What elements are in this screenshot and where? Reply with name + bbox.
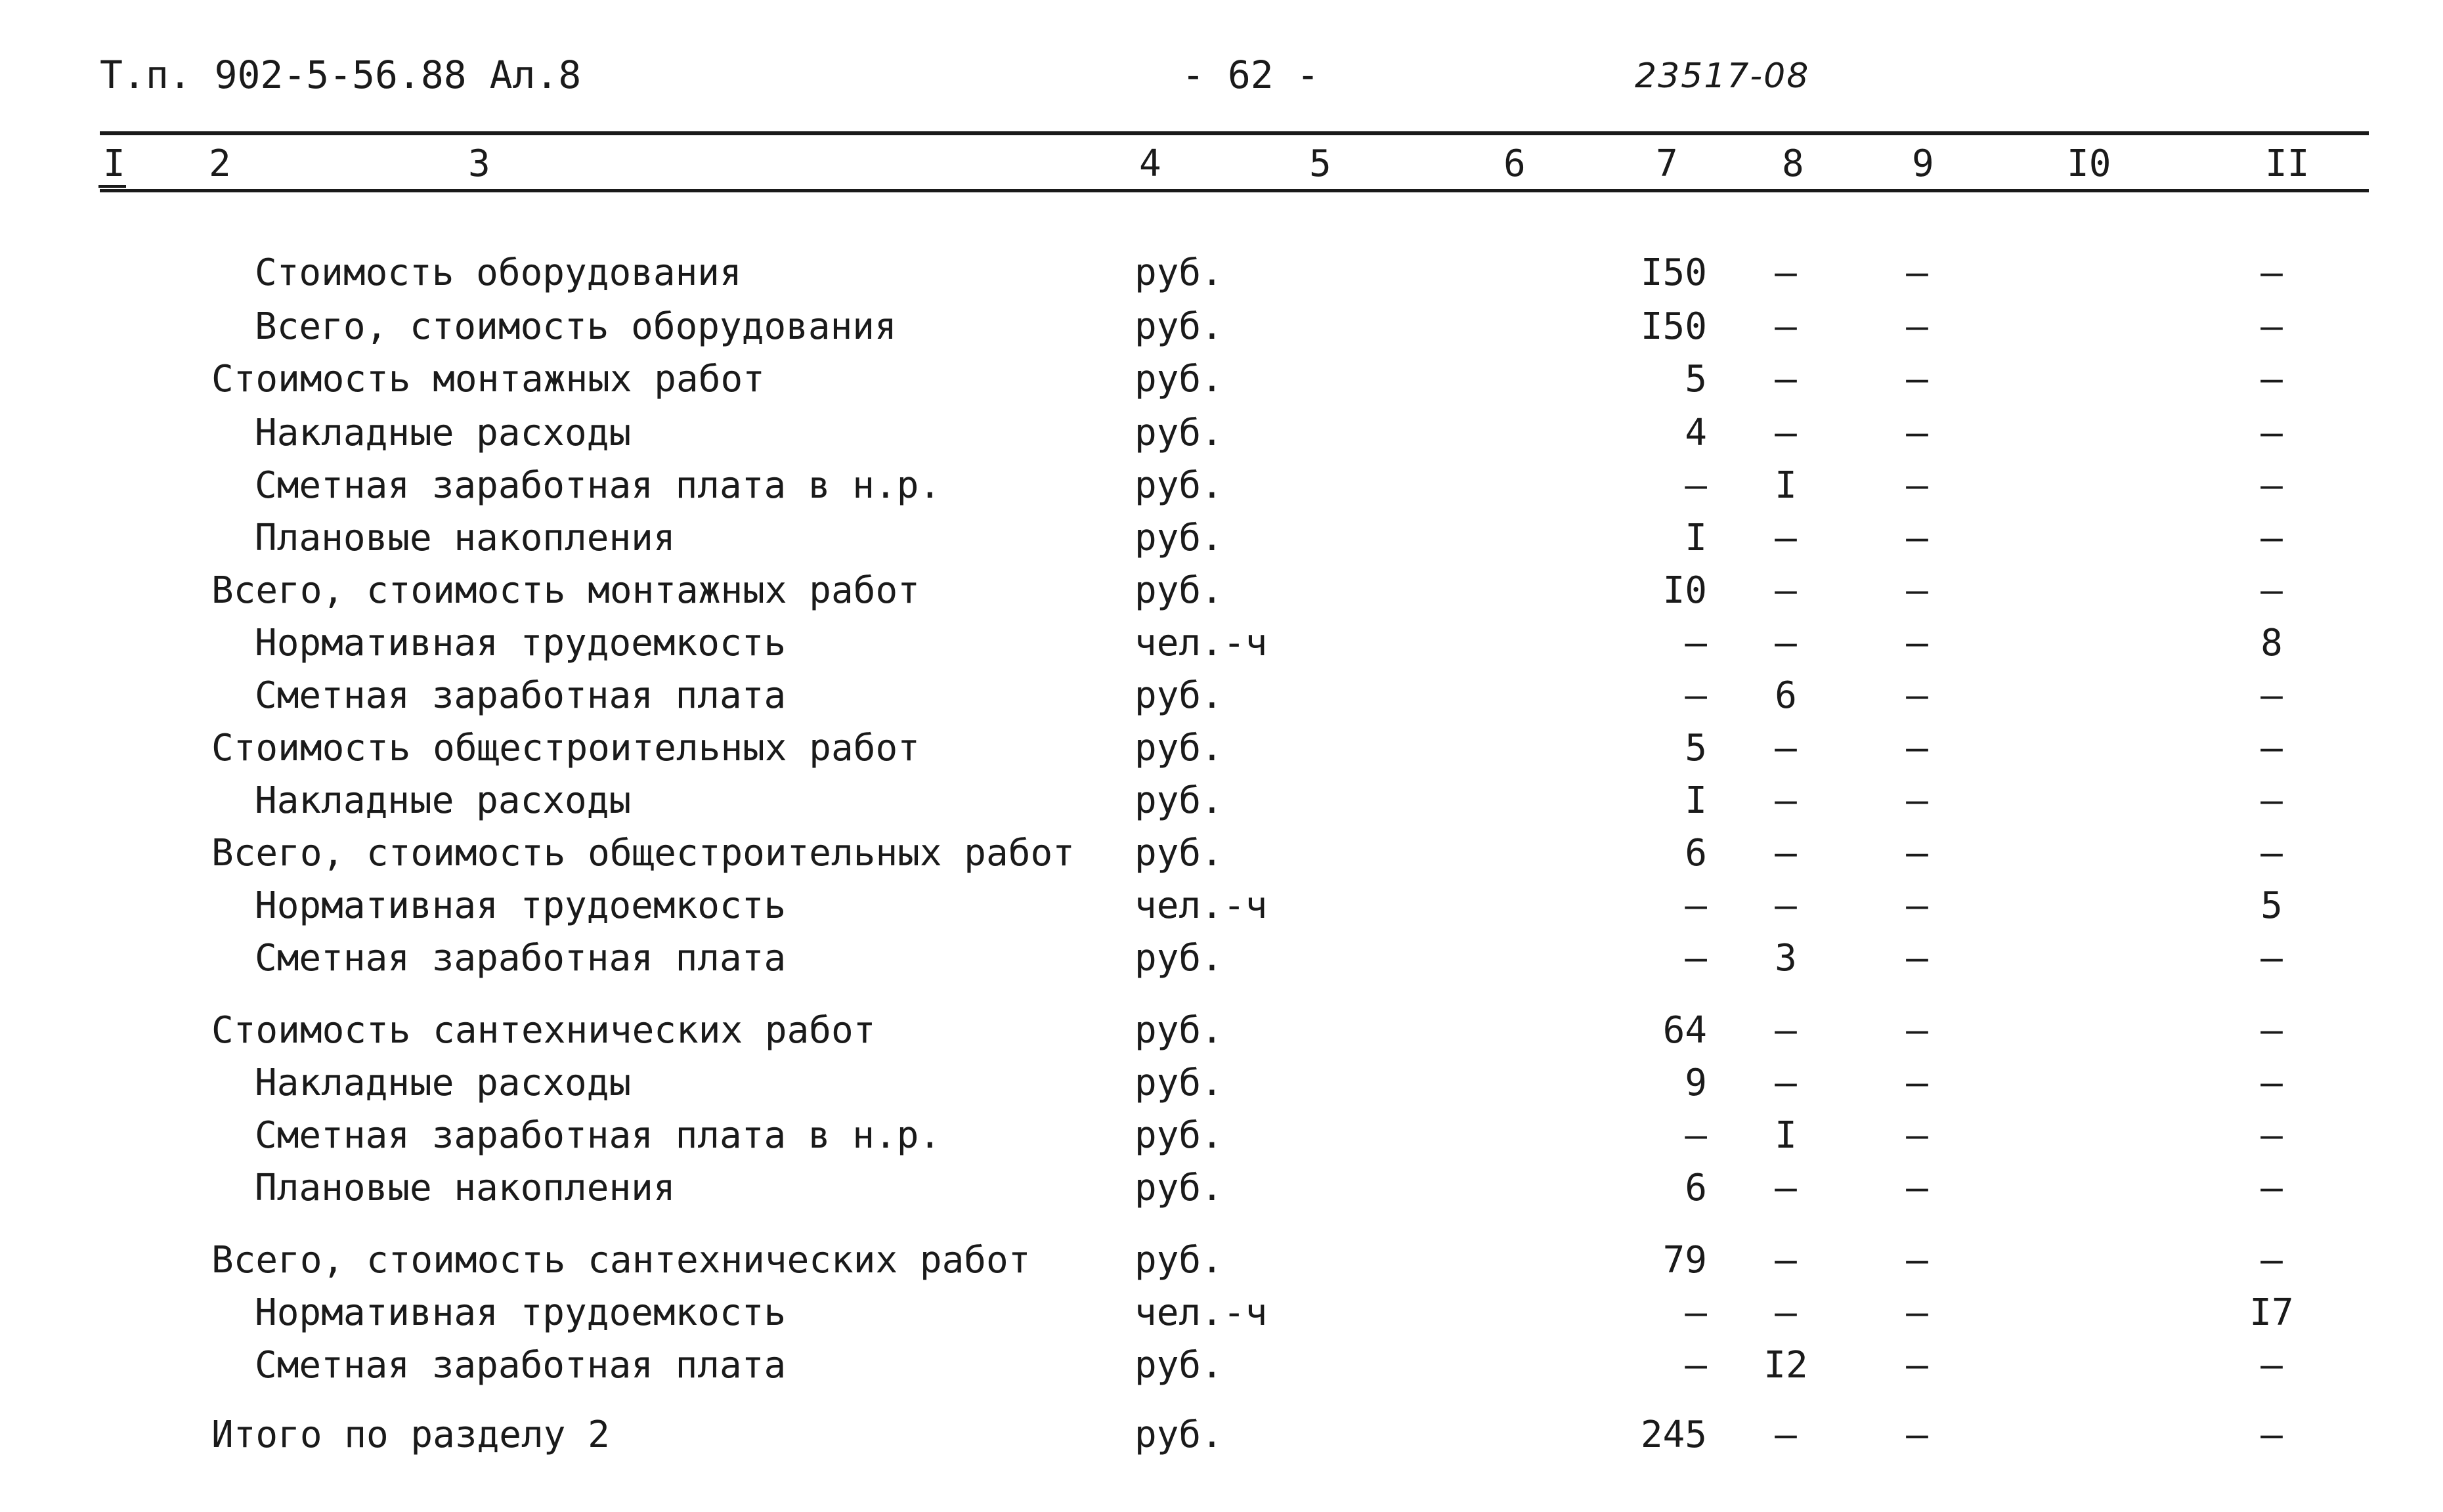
col8-value: – [1775,358,1797,400]
row-name: Накладные расходы [255,1062,632,1104]
row-name: Сметная заработная плата [255,1344,787,1387]
row-unit: руб. [1135,779,1223,822]
col7-value: 5 [1685,727,1707,769]
row-name: Всего, стоимость общестроительных работ [211,832,1075,875]
col9-value: – [1906,727,1928,769]
col-header-2: 2 [209,142,231,185]
row-unit: руб. [1135,832,1223,875]
col7-value: I [1685,779,1707,822]
col7-value: – [1685,1344,1707,1387]
col11-value: – [2260,1114,2283,1157]
col8-value: 3 [1775,937,1797,980]
col8-value: – [1775,1291,1797,1334]
row-name: Всего, стоимость оборудования [255,305,897,348]
col9-value: – [1906,251,1928,294]
row-name: Плановые накопления [255,517,676,559]
col11-value: – [2260,1009,2283,1052]
row-name: Накладные расходы [255,412,632,454]
col8-value: – [1775,884,1797,927]
col9-value: – [1906,412,1928,454]
row-unit: руб. [1135,674,1223,717]
col8-value: – [1775,1009,1797,1052]
row-unit: руб. [1135,1114,1223,1157]
col11-value: – [2260,674,2283,717]
col9-value: – [1906,517,1928,559]
col-header-5: 5 [1309,142,1331,185]
row-unit: руб. [1135,517,1223,559]
col11-value: 8 [2260,622,2283,664]
row-unit: руб. [1135,464,1223,507]
col8-value: – [1775,727,1797,769]
row-unit: руб. [1135,358,1223,400]
row-name: Стоимость общестроительных работ [211,727,920,769]
col11-value: – [2260,832,2283,875]
inventory-number: 23517-08 [1635,56,1810,96]
col8-value: – [1775,412,1797,454]
row-name: Накладные расходы [255,779,632,822]
col7-value: – [1685,674,1707,717]
col11-value: – [2260,1344,2283,1387]
col-header-4: 4 [1139,142,1161,185]
row-name: Стоимость сантехнических работ [211,1009,876,1052]
col7-value: 6 [1685,832,1707,875]
col9-value: – [1906,1344,1928,1387]
col-header-11: II [2265,142,2310,185]
col7-value: 4 [1685,412,1707,454]
col9-value: – [1906,1167,1928,1209]
row-name: Сметная заработная плата [255,674,787,717]
col11-value: – [2260,1239,2283,1282]
col11-value: – [2260,937,2283,980]
col7-value: – [1685,622,1707,664]
col9-value: – [1906,937,1928,980]
col11-value: – [2260,251,2283,294]
col8-value: – [1775,622,1797,664]
col7-value: – [1685,884,1707,927]
col8-value: – [1775,1062,1797,1104]
row-unit: чел.-ч [1135,884,1268,927]
col7-value: – [1685,1114,1707,1157]
row-unit: руб. [1135,727,1223,769]
col9-value: – [1906,622,1928,664]
row-unit: руб. [1135,937,1223,980]
header-bottom-rule [100,189,2369,192]
col7-value: 5 [1685,358,1707,400]
row-unit: руб. [1135,251,1223,294]
row-unit: руб. [1135,1167,1223,1209]
col7-value: 9 [1685,1062,1707,1104]
col9-value: – [1906,779,1928,822]
document-reference: Т.п. 902-5-56.88 Ал.8 [100,53,582,97]
col9-value: – [1906,1062,1928,1104]
col8-value: I [1775,1114,1797,1157]
row-name: Сметная заработная плата в н.р. [255,1114,941,1157]
row-name: Нормативная трудоемкость [255,622,787,664]
col11-value: – [2260,305,2283,348]
col8-value: – [1775,517,1797,559]
col11-value: – [2260,779,2283,822]
col11-value: – [2260,464,2283,507]
col-header-10: I0 [2067,142,2111,185]
col7-value: 64 [1662,1009,1707,1052]
col11-value: – [2260,412,2283,454]
col9-value: – [1906,674,1928,717]
col9-value: – [1906,1009,1928,1052]
col11-value: – [2260,358,2283,400]
col-header-6: 6 [1503,142,1526,185]
col-header-8: 8 [1782,142,1804,185]
col8-value: – [1775,305,1797,348]
row-unit: руб. [1135,1414,1223,1456]
col7-value: 79 [1662,1239,1707,1282]
col8-value: – [1775,832,1797,875]
col8-value: I [1775,464,1797,507]
col7-value: I [1685,517,1707,559]
row-name: Стоимость монтажных работ [211,358,765,400]
row-name: Итого по разделу 2 [211,1414,610,1456]
col7-value: I0 [1662,569,1707,612]
col11-value: 5 [2260,884,2283,927]
row-unit: руб. [1135,1009,1223,1052]
row-unit: руб. [1135,305,1223,348]
col7-value: – [1685,937,1707,980]
col7-value: – [1685,464,1707,507]
row-unit: чел.-ч [1135,622,1268,664]
col11-value: – [2260,1167,2283,1209]
col9-value: – [1906,1114,1928,1157]
col9-value: – [1906,569,1928,612]
page-number: - 62 - [1182,53,1320,97]
row-unit: чел.-ч [1135,1291,1268,1334]
col-header-9: 9 [1912,142,1934,185]
col-header-3: 3 [468,142,490,185]
col7-value: – [1685,1291,1707,1334]
col7-value: I50 [1640,251,1707,294]
col7-value: 245 [1640,1414,1707,1456]
row-name: Сметная заработная плата в н.р. [255,464,941,507]
col9-value: – [1906,464,1928,507]
col-header-7: 7 [1656,142,1678,185]
col7-value: I50 [1640,305,1707,348]
row-name: Стоимость оборудования [255,251,742,294]
row-name: Всего, стоимость сантехнических работ [211,1239,1031,1282]
row-name: Плановые накопления [255,1167,676,1209]
header-top-rule [100,131,2369,135]
row-name: Сметная заработная плата [255,937,787,980]
col11-value: I7 [2249,1291,2294,1334]
row-name: Нормативная трудоемкость [255,1291,787,1334]
col11-value: – [2260,569,2283,612]
row-unit: руб. [1135,569,1223,612]
col9-value: – [1906,1414,1928,1456]
col8-value: – [1775,779,1797,822]
col-1-underline [98,185,126,188]
col8-value: – [1775,1167,1797,1209]
col9-value: – [1906,884,1928,927]
col11-value: – [2260,517,2283,559]
row-unit: руб. [1135,412,1223,454]
col7-value: 6 [1685,1167,1707,1209]
col8-value: – [1775,569,1797,612]
col9-value: – [1906,358,1928,400]
col11-value: – [2260,727,2283,769]
row-unit: руб. [1135,1344,1223,1387]
row-name: Всего, стоимость монтажных работ [211,569,920,612]
row-unit: руб. [1135,1062,1223,1104]
col9-value: – [1906,1239,1928,1282]
row-unit: руб. [1135,1239,1223,1282]
col11-value: – [2260,1414,2283,1456]
col9-value: – [1906,832,1928,875]
col8-value: – [1775,1414,1797,1456]
row-name: Нормативная трудоемкость [255,884,787,927]
col8-value: 6 [1775,674,1797,717]
col8-value: I2 [1763,1344,1808,1387]
col8-value: – [1775,251,1797,294]
col8-value: – [1775,1239,1797,1282]
col9-value: – [1906,1291,1928,1334]
col9-value: – [1906,305,1928,348]
col-header-1: I [103,142,125,185]
col11-value: – [2260,1062,2283,1104]
